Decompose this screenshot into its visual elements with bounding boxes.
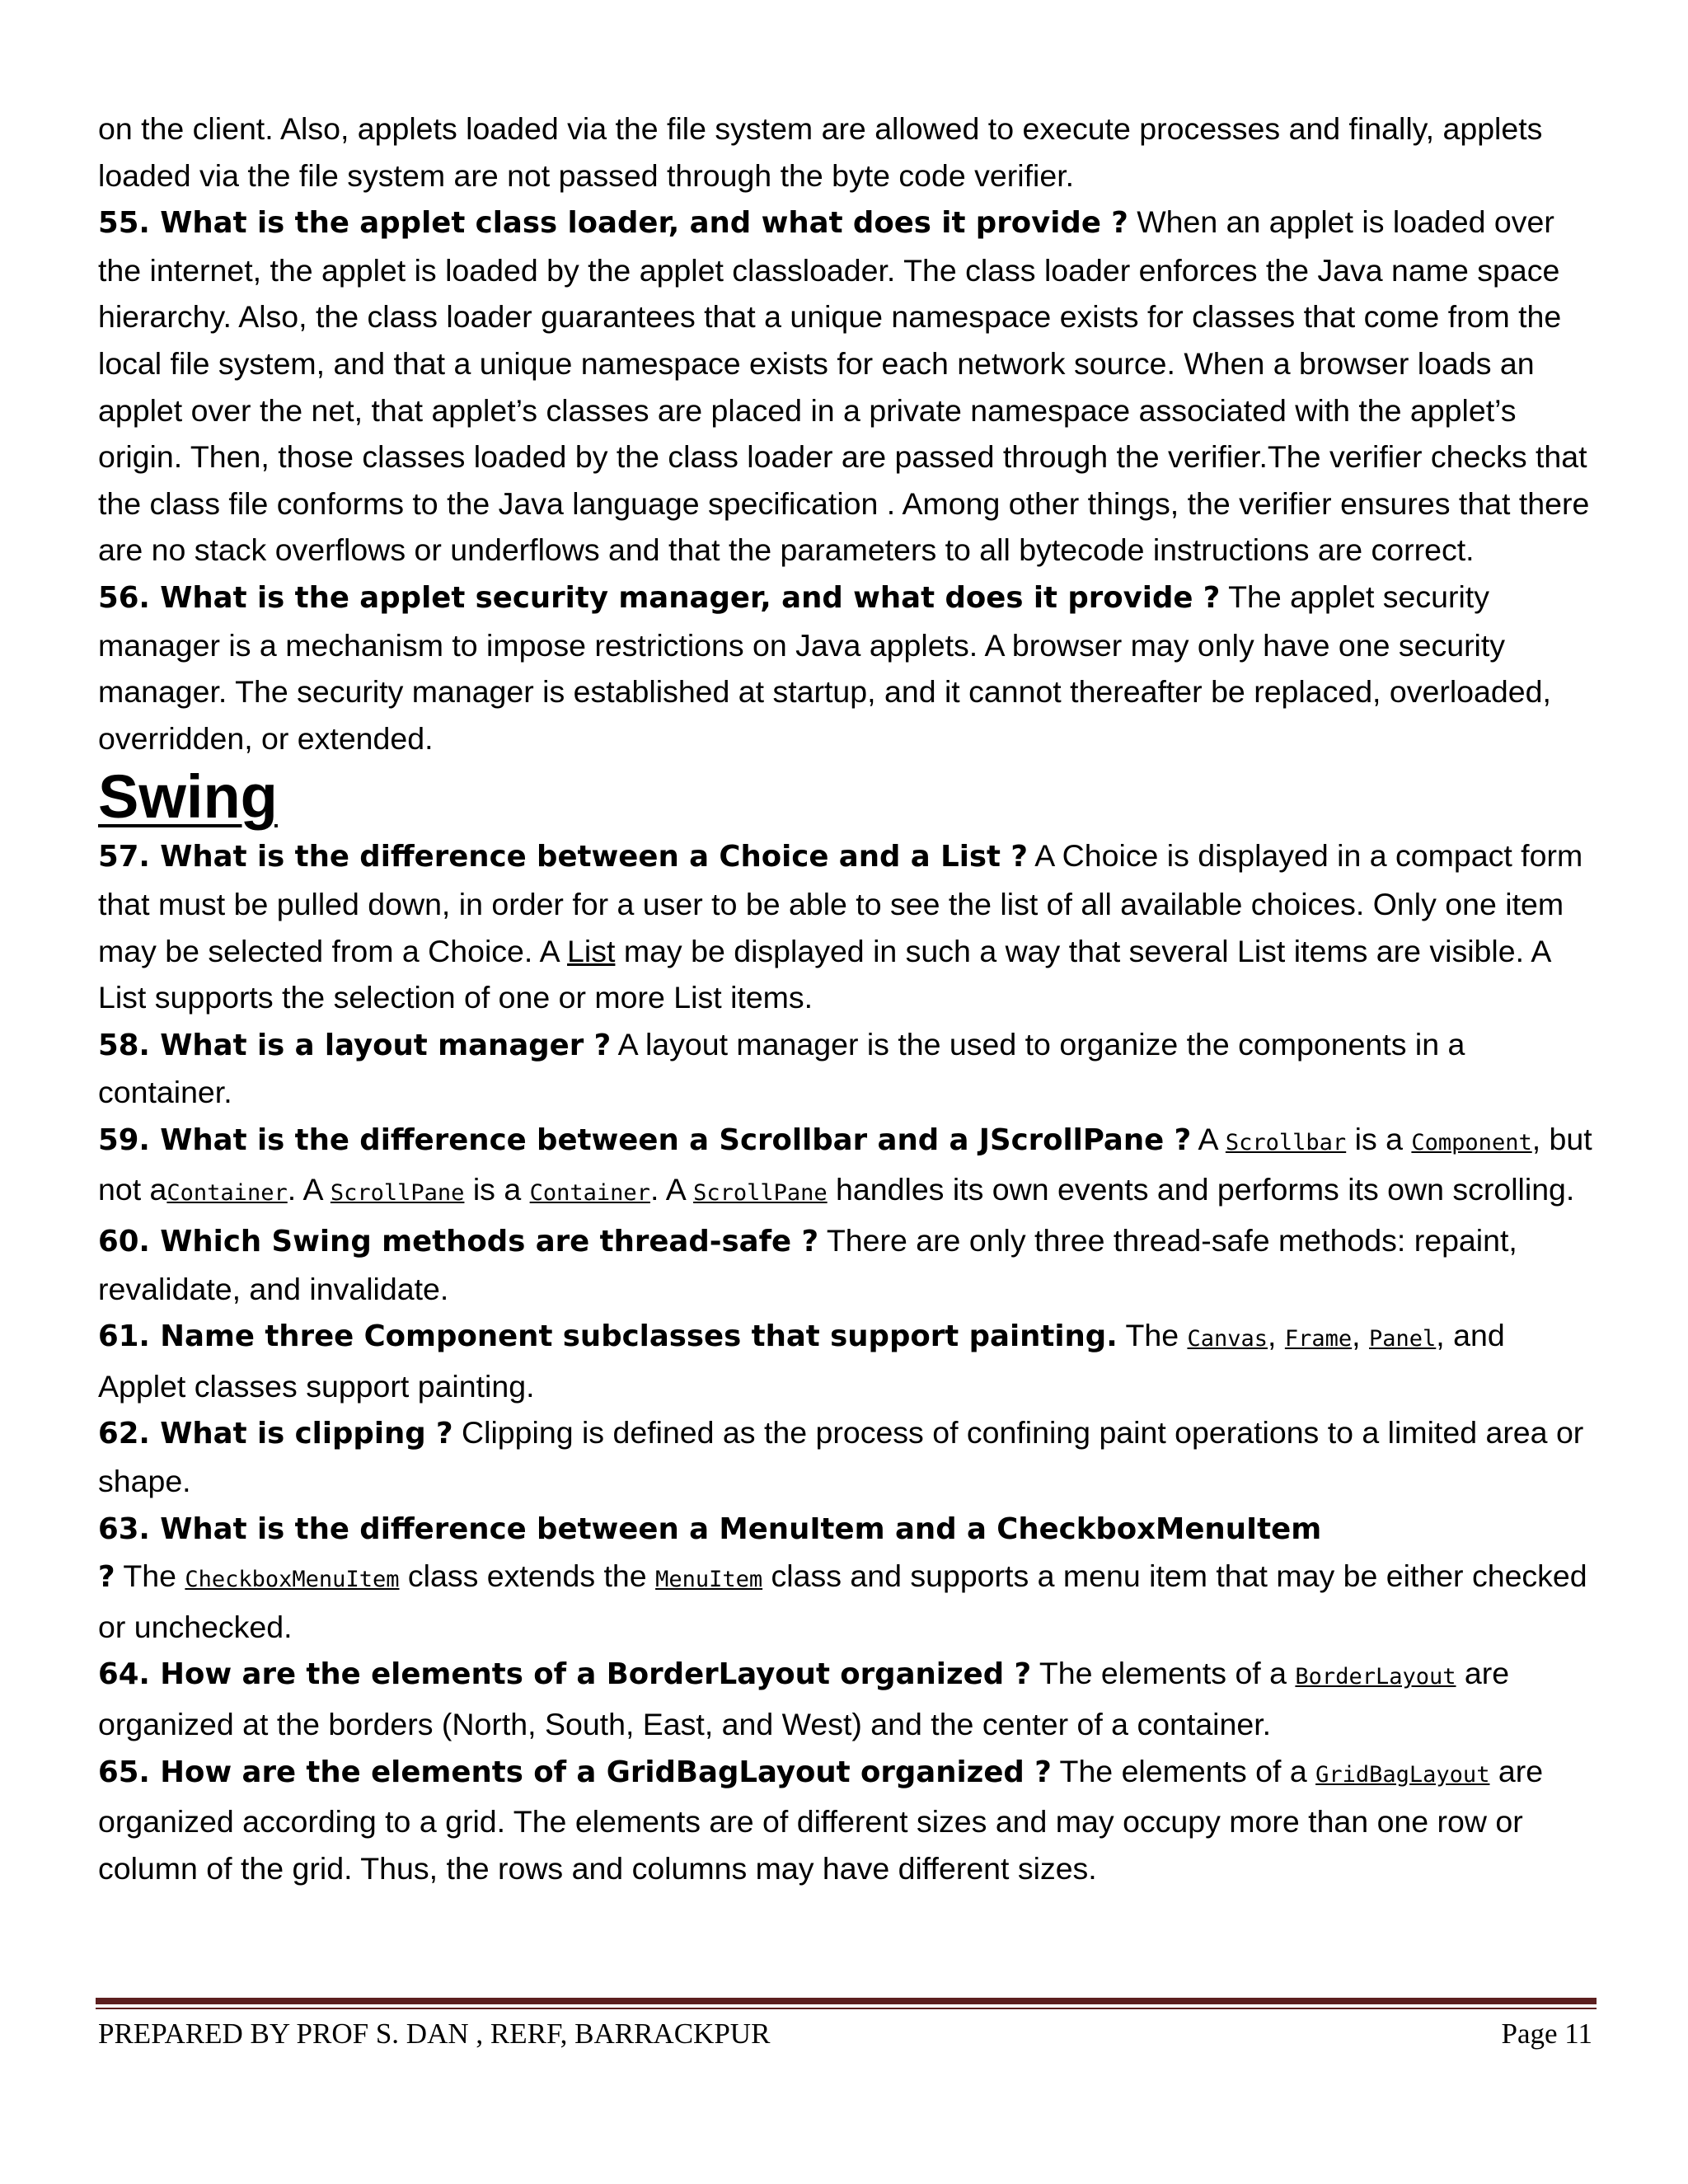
qa-57	[98, 832, 1598, 1020]
answer-65-text-2: are organized according to a grid. The elements are of different sizes and may occupy more than one row or column of the grid. Thus, the rows and columns may have different sizes.	[98, 1753, 1544, 1886]
question-61: 61. Name three Component subclasses that support painting.	[98, 1319, 1118, 1354]
code-container-link[interactable]: Container	[166, 1180, 288, 1207]
answer-55: When an applet is loaded over the internet, the applet is loaded by the applet classloader. The class loader enforces the Java name space hierarchy. Also, the class loader guarantees that a unique namespace exists for classes that come from the local file system, and that a unique namespace exists for each network source. When a browser loads an applet over the net, that applet’s classes are placed in a private namespace associated with the applet’s origin. Then, those classes loaded by the class loader are passed through the verifier.The verifier checks that the class file conforms to the Java language specification . Among other things, the verifier ensures that there are no stack overflows or underflows and that the parameters to all bytecode instructions are correct.	[98, 204, 1590, 568]
question-56: 56. What is the applet security manager, and what does it provide ?	[98, 580, 1221, 615]
answer-61-text-3: ,	[1352, 1318, 1369, 1353]
answer-59-text-1: A	[1191, 1121, 1226, 1156]
intro-text: on the client. Also, applets loaded via the file system are allowed to execute processes and finally, applets loaded via the file system are not passed through the byte code verifier.	[98, 111, 1543, 193]
code-canvas-link[interactable]: Canvas	[1187, 1326, 1268, 1352]
qa-62	[98, 1409, 1598, 1504]
answer-63-text-3: class and supports a menu item that may be either checked or unchecked.	[98, 1558, 1587, 1644]
question-64: 64. How are the elements of a BorderLayout organized ?	[98, 1657, 1032, 1692]
answer-57-part-1: A Choice is displayed in a compact form that must be pulled down, in order for a user to be able to see the list of all available choices. Only one item may be selected from a Choice. A	[98, 838, 1583, 968]
answer-59-text-4: . A	[287, 1172, 331, 1207]
qa-59	[98, 1116, 1598, 1217]
page-content	[98, 105, 1598, 1891]
code-scrollpane-link[interactable]: ScrollPane	[330, 1180, 465, 1207]
answer-65-text-1: The elements of a	[1051, 1753, 1316, 1788]
code-scrollbar-link[interactable]: Scrollbar	[1225, 1129, 1347, 1155]
qa-61	[98, 1312, 1598, 1409]
qa-65	[98, 1748, 1598, 1892]
question-60: 60. Which Swing methods are thread-safe ?	[98, 1225, 819, 1259]
code-borderlayout-link[interactable]: BorderLayout	[1295, 1664, 1456, 1690]
list-link[interactable]: List	[567, 933, 616, 968]
footer-author: PREPARED BY PROF S. DAN , RERF, BARRACKPUR	[98, 2018, 771, 2050]
footer-page-number: Page 11	[1501, 2018, 1592, 2050]
question-65: 65. How are the elements of a GridBagLayout organized ?	[98, 1755, 1052, 1789]
answer-63-text-2: class extends the	[399, 1558, 656, 1594]
footer-rule-thin	[96, 2008, 1597, 2009]
answer-61-text-1: The	[1117, 1318, 1188, 1353]
question-62: 62. What is clipping ?	[98, 1417, 453, 1451]
section-heading-swing: Swing	[98, 762, 278, 832]
qa-63	[98, 1505, 1598, 1651]
code-gridbaglayout-link[interactable]: GridBagLayout	[1315, 1761, 1490, 1788]
intro-paragraph	[98, 105, 1598, 199]
qa-60	[98, 1217, 1598, 1312]
answer-60: There are only three thread-safe methods: repaint, revalidate, and invalidate.	[98, 1223, 1517, 1306]
footer-rule-thick	[96, 1998, 1597, 2004]
answer-58: A layout manager is the used to organize the components in a container.	[98, 1026, 1465, 1110]
qa-58	[98, 1021, 1598, 1116]
answer-59-text-3: , but not a	[98, 1121, 1592, 1207]
answer-59-text-7: handles its own events and performs its own scrolling.	[827, 1172, 1575, 1207]
question-63-end: ?	[98, 1560, 115, 1595]
question-63: 63. What is the difference between a MenuItem and a CheckboxMenuItem	[98, 1511, 1322, 1546]
code-panel-link[interactable]: Panel	[1369, 1326, 1437, 1352]
answer-59-text-2: is a	[1346, 1121, 1412, 1156]
answer-62: Clipping is defined as the process of confining paint operations to a limited area or shape.	[98, 1415, 1584, 1499]
answer-61-text-4: , and Applet classes support painting.	[98, 1318, 1505, 1404]
question-59: 59. What is the difference between a Scrollbar and a JScrollPane ?	[98, 1122, 1192, 1157]
question-58: 58. What is a layout manager ?	[98, 1028, 612, 1062]
code-scrollpane-link-2[interactable]: ScrollPane	[693, 1180, 828, 1207]
code-container-link-2[interactable]: Container	[529, 1180, 650, 1207]
qa-56	[98, 574, 1598, 762]
question-57: 57. What is the difference between a Choice and a List ?	[98, 840, 1028, 874]
code-component-link[interactable]: Component	[1411, 1129, 1532, 1155]
answer-64-text-2: are organized at the borders (North, South, East, and West) and the center of a container.	[98, 1656, 1510, 1741]
qa-64	[98, 1650, 1598, 1747]
qa-55	[98, 199, 1598, 574]
answer-56: The applet security manager is a mechanism to impose restrictions on Java applets. A browser may only have one security manager. The security manager is established at startup, and it cannot thereafter be replaced, overloaded, overridden, or extended.	[98, 579, 1551, 756]
code-checkboxmenuitem-link[interactable]: CheckboxMenuItem	[185, 1567, 400, 1593]
answer-59-text-6: . A	[649, 1172, 694, 1207]
question-55: 55. What is the applet class loader, and what does it provide ?	[98, 206, 1128, 241]
answer-59-text-5: is a	[464, 1172, 530, 1207]
answer-61-text-2: ,	[1268, 1318, 1285, 1353]
code-menuitem-link[interactable]: MenuItem	[655, 1567, 763, 1593]
answer-63-text-1: The	[115, 1558, 185, 1594]
answer-64-text-1: The elements of a	[1031, 1656, 1296, 1691]
code-frame-link[interactable]: Frame	[1284, 1326, 1353, 1352]
answer-57-part-2: may be displayed in such a way that several List items are visible. A List supports the selection of one or more List items.	[98, 933, 1550, 1015]
